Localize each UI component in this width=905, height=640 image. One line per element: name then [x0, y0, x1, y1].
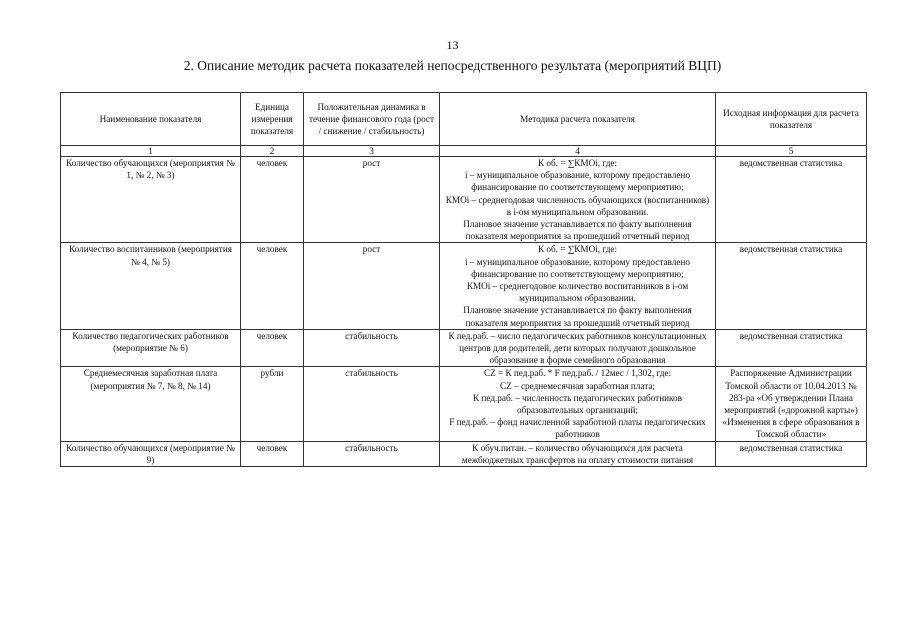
indicator-source: Распоряжение Администрации Томской области от 10.04.2013 № 283-ра «Об утверждении Плана мероприятий («дорожной карты») «Изменения в сфере образования в Томской области»: [716, 367, 867, 441]
method-line: КМОi – среднегодовое количество воспитанников в i-ом муниципальном образовании.: [466, 281, 689, 304]
method-line: К пед.раб. – число педагогических работников консультационных центров для родителей, дети которых получают дошкольное образование в форме семейного образования: [448, 330, 707, 366]
document-title: 2. Описание методик расчета показателей непосредственного результата (мероприятий ВЦП): [183, 58, 722, 73]
indicator-name: Среднемесячная заработная плата (мероприятия № 7, № 8, № 14): [61, 367, 241, 441]
indicators-table: [60, 92, 867, 467]
method-line: К обуч.питан. – количество обучающихся для расчета межбюджетных трансфертов на оплату стоимости питания: [461, 442, 694, 465]
method-line: F пед.раб. – фонд начисленной заработной платы педагогических работников: [449, 417, 706, 440]
indicator-method: [440, 441, 716, 466]
column-number: 3: [304, 146, 440, 157]
indicator-method: [440, 243, 716, 329]
indicator-method: [440, 367, 716, 441]
indicator-unit: человек: [241, 157, 304, 243]
indicator-method: [440, 157, 716, 243]
indicator-name: Количество педагогических работников (мероприятие № 6): [61, 329, 241, 367]
method-line: Плановое значение устанавливается по факту выполнения показателя мероприятия за прошедший отчетный период: [463, 219, 692, 242]
table-row: [61, 157, 867, 243]
indicator-source: ведомственная статистика: [716, 329, 867, 367]
indicator-unit: человек: [241, 329, 304, 367]
column-number-row: [61, 146, 867, 157]
indicator-source: ведомственная статистика: [716, 441, 867, 466]
indicator-dynamics: стабильность: [304, 441, 440, 466]
header-indicator-name: Наименование показателя: [61, 93, 241, 146]
table-row: [61, 329, 867, 367]
method-line: К об. = ∑КМОi, где:: [537, 244, 617, 255]
indicator-dynamics: рост: [304, 157, 440, 243]
method-line: КМОi – среднегодовая численность обучающихся (воспитанников) в i-ом муниципальном образовании.: [445, 194, 710, 217]
indicator-source: ведомственная статистика: [716, 157, 867, 243]
column-number: 2: [241, 146, 304, 157]
header-source: Исходная информация для расчета показателя: [716, 93, 867, 146]
indicator-name: Количество обучающихся (мероприятия № 1, № 2, № 3): [61, 157, 241, 243]
table-header-row: [61, 93, 867, 146]
indicator-name: Количество обучающихся (мероприятие № 9): [61, 441, 241, 466]
indicator-unit: человек: [241, 441, 304, 466]
method-line: Плановое значение устанавливается по факту выполнения показателя мероприятия за прошедший отчетный период: [463, 305, 692, 328]
table-row: [61, 367, 867, 441]
indicator-unit: рубли: [241, 367, 304, 441]
column-number: 5: [716, 146, 867, 157]
indicator-source: ведомственная статистика: [716, 243, 867, 329]
table-row: [61, 243, 867, 329]
method-line: CZ – среднемесячная заработная плата;: [500, 380, 655, 391]
header-dynamics: Положительная динамика в течение финансового года (рост / снижение / стабильность): [304, 93, 440, 146]
header-unit: Единица измерения показателя: [241, 93, 304, 146]
method-line: i – муниципальное образование, которому предоставлено финансирование по соответствующему мероприятию;: [465, 170, 690, 193]
indicator-dynamics: стабильность: [304, 329, 440, 367]
column-number: 4: [440, 146, 716, 157]
method-line: CZ = К пед.раб. * F пед.раб. / 12мес / 1,302, где:: [483, 368, 672, 379]
indicator-unit: человек: [241, 243, 304, 329]
table-row: [61, 441, 867, 466]
page-number: 13: [446, 38, 459, 52]
indicator-dynamics: стабильность: [304, 367, 440, 441]
header-method: Методика расчета показателя: [440, 93, 716, 146]
method-line: К пед.раб. – численность педагогических работников образовательных организаций;: [473, 392, 682, 416]
method-line: i – муниципальное образование, которому предоставлено финансирование по соответствующему мероприятию;: [465, 256, 690, 279]
indicator-name: Количество воспитанников (мероприятия № 4, № 5): [61, 243, 241, 329]
column-number: 1: [61, 146, 241, 157]
indicator-dynamics: рост: [304, 243, 440, 329]
method-line: К об. = ∑КМОi, где:: [537, 158, 617, 168]
indicator-method: [440, 329, 716, 367]
